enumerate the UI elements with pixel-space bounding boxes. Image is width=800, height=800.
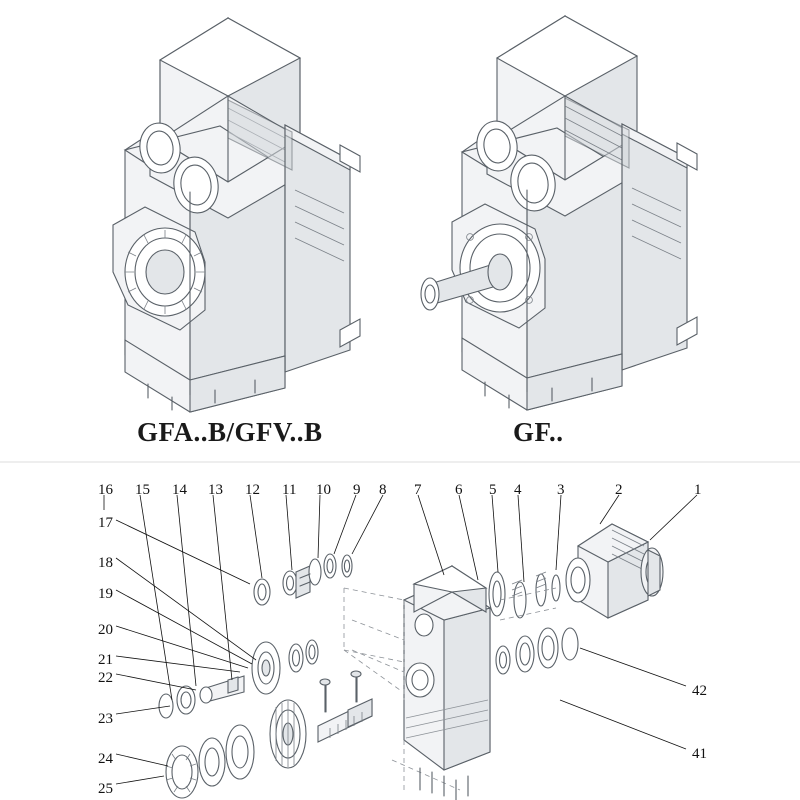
callout-number-20: 20 xyxy=(98,622,113,638)
callout-number-25: 25 xyxy=(98,781,113,797)
callout-number-15: 15 xyxy=(135,482,150,498)
callout-number-21: 21 xyxy=(98,652,113,668)
figure-caption-left: GFA..B/GFV..B xyxy=(137,417,323,447)
callout-number-19: 19 xyxy=(98,586,113,602)
callout-number-8: 8 xyxy=(379,482,387,498)
callout-number-16: 16 xyxy=(98,482,113,498)
ring-parts-right xyxy=(489,572,578,674)
fastener-row xyxy=(420,768,468,800)
gearbox-right-view xyxy=(421,16,697,410)
callout-number-11: 11 xyxy=(282,482,297,498)
callout-number-12: 12 xyxy=(245,482,260,498)
callout-number-22: 22 xyxy=(98,670,113,686)
exploded-assembly-view xyxy=(104,495,697,800)
exploded-housing xyxy=(344,566,490,790)
callout-number-24: 24 xyxy=(98,751,113,767)
callout-number-3: 3 xyxy=(557,482,565,498)
callout-number-18: 18 xyxy=(98,555,113,571)
callout-number-7: 7 xyxy=(414,482,422,498)
callout-number-42: 42 xyxy=(692,683,707,699)
callout-number-17: 17 xyxy=(98,515,113,531)
motor-assembly xyxy=(566,524,663,618)
callout-number-2: 2 xyxy=(615,482,623,498)
callout-number-10: 10 xyxy=(316,482,331,498)
callout-number-13: 13 xyxy=(208,482,223,498)
callout-number-14: 14 xyxy=(172,482,187,498)
ring-parts-upper xyxy=(254,554,352,605)
callout-number-4: 4 xyxy=(514,482,522,498)
gearbox-left-view xyxy=(113,18,360,412)
callout-number-1: 1 xyxy=(694,482,702,498)
leader-lines-right xyxy=(560,648,686,749)
figure-caption-right: GF.. xyxy=(513,417,564,447)
callout-number-6: 6 xyxy=(455,482,463,498)
callout-number-5: 5 xyxy=(489,482,497,498)
callout-number-9: 9 xyxy=(353,482,361,498)
callout-number-23: 23 xyxy=(98,711,113,727)
callout-number-41: 41 xyxy=(692,746,707,762)
